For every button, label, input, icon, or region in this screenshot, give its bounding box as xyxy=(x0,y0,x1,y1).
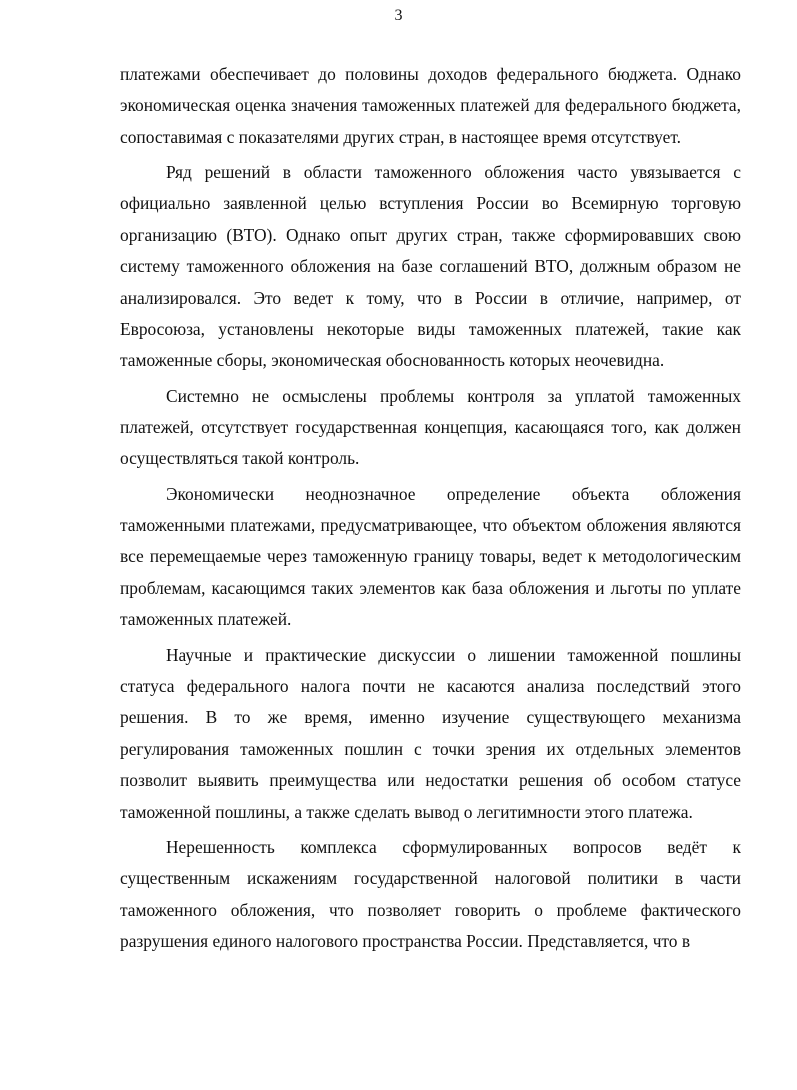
paragraph-discussions: Научные и практические дискуссии о лишении таможенной пошлины статуса федерального налога почти не касаются анализа последствий этого решения. В то же время, именно изучение существующего механизма регулирования таможенных пошлин с точки зрения их отдельных элементов позволит выявить преимущества или недостатки решения об особом статусе таможенной пошлины, а также сделать вывод о легитимности этого платежа. xyxy=(120,644,741,822)
paragraph-object: Экономически неоднозначное определение объекта обложения таможенными платежами, предусматривающее, что объектом обложения являются все перемещаемые через таможенную границу товары, ведет к методологическим проблемам, касающимся таких элементов как база обложения и льготы по уплате таможенных платежей. xyxy=(120,483,741,630)
paragraph-wto: Ряд решений в области таможенного обложения часто увязывается с официально заявленной целью вступления России во Всемирную торговую организацию (ВТО). Однако опыт других стран, также сформировавших свою систему таможенного обложения на базе соглашений ВТО, должным образом не анализировался. Это ведет к тому, что в России в отличие, например, от Евросоюза, установлены некоторые виды таможенных платежей, такие как таможенные сборы, экономическая обоснованность которых неочевидна. xyxy=(120,162,741,371)
paragraph-unresolved: Нерешенность комплекса сформулированных вопросов ведёт к существенным искажениям государственной налоговой политики в части таможенного обложения, что позволяет говорить о проблеме фактического разрушения единого налогового пространства России. Представляется, что в xyxy=(120,836,741,951)
paragraph-control: Системно не осмыслены проблемы контроля за уплатой таможенных платежей, отсутствует государственная концепция, касающаяся того, как должен осуществляться такой контроль. xyxy=(120,385,741,469)
body-text xyxy=(120,59,741,957)
page-number: 3 xyxy=(394,7,403,24)
paragraph-continuation: платежами обеспечивает до половины доходов федерального бюджета. Однако экономическая оценка значения таможенных платежей для федерального бюджета, сопоставимая с показателями других стран, в настоящее время отсутствует. xyxy=(120,64,741,147)
